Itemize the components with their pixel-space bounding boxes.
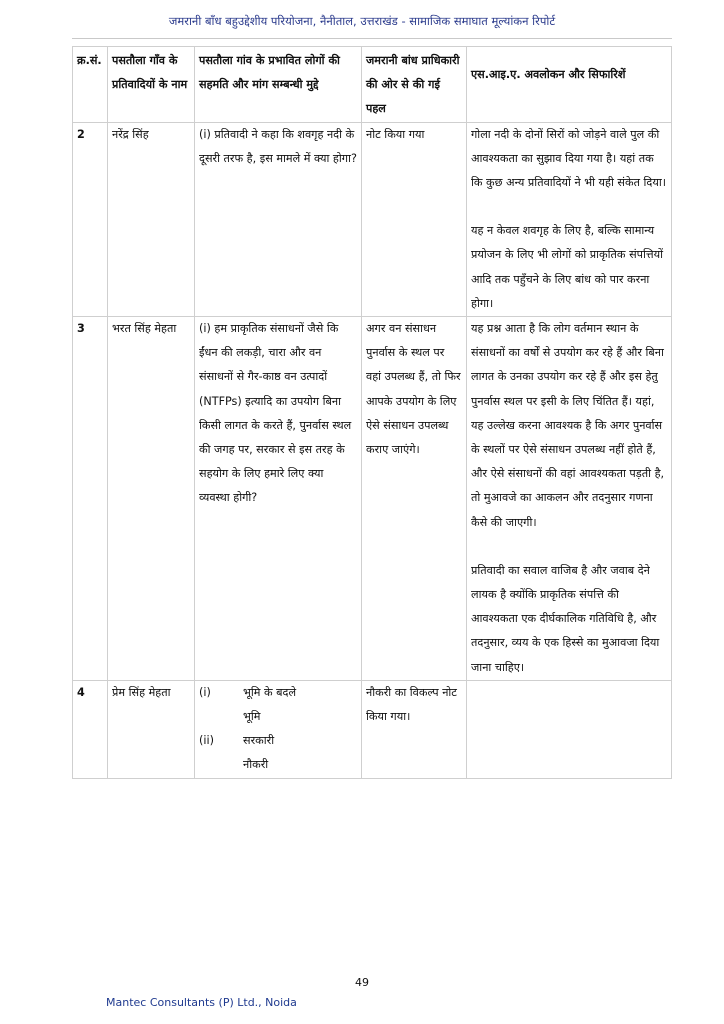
header-serial-number: क्र.सं.: [73, 47, 108, 123]
recommendation-cell: [467, 317, 672, 681]
header-sia-recommendation-label: एस.आइ.ए. अवलोकन और सिफारिशें: [471, 68, 626, 81]
header-divider: [72, 38, 672, 39]
recommendation-paragraph: गोला नदी के दोनों सिरों को जोड़ने वाले पुल की आवश्यकता का सुझाव दिया गया है। यहां तक कि कुछ अन्य प्रतिवादियों ने भी यही संकेत दिया।: [471, 127, 666, 190]
issue-text: (i) हम प्राकृतिक संसाधनों जैसे कि ईंधन की लकड़ी, चारा और वन संसाधनों से गैर-काष्ठ वन उत्पादों (NTFPs) इत्यादि का उपयोग बिना किसी लागत के करते हैं, पुनर्वास स्थल की जगह पर, सरकार से इस तरह के सहयोग के लिए हमारे लिए क्या व्यवस्था होगी?: [195, 317, 362, 681]
table-row: [73, 122, 672, 316]
issue-item-number: (i): [199, 685, 211, 699]
issue-item: [199, 729, 357, 777]
issue-item: [199, 681, 357, 729]
respondent-name: प्रेम सिंह मेहता: [108, 680, 195, 778]
serial-number: 2: [73, 122, 108, 316]
table-row: [73, 680, 672, 778]
initiative-text: नोट किया गया: [362, 122, 467, 316]
page-number: 49: [355, 976, 369, 989]
issue-list: [195, 680, 362, 778]
header-sia-recommendation: [467, 47, 672, 123]
issue-text: (i) प्रतिवादी ने कहा कि शवगृह नदी के दूसरी तरफ है, इस मामले में क्या होगा?: [195, 122, 362, 316]
paragraph-gap: [471, 195, 667, 219]
initiative-text: अगर वन संसाधन पुनर्वास के स्थल पर वहां उपलब्ध हैं, तो फिर आपके उपयोग के लिए ऐसे संसाधन उपलब्ध कराए जाएंगे।: [362, 317, 467, 681]
issue-item-number: (ii): [199, 734, 214, 748]
consultation-table: [72, 46, 672, 779]
header-issues: पसतौला गांव के प्रभावित लोगों की सहमति और मांग सम्बन्धी मुद्दे: [195, 47, 362, 123]
recommendation-paragraph: प्रतिवादी का सवाल वाजिब है और जवाब देने लायक है क्योंकि प्राकृतिक संपत्ति की आवश्यकता एक दीर्घकालिक गतिविधि है, और तदनुसार, व्यय के एक हिस्से का मुआवजा दिया जाना चाहिए।: [471, 563, 660, 674]
paragraph-gap: [471, 535, 667, 559]
respondent-name: भरत सिंह मेहता: [108, 317, 195, 681]
serial-number: 4: [73, 680, 108, 778]
serial-number: 3: [73, 317, 108, 681]
recommendation-cell: [467, 680, 672, 778]
header-authority-initiative: जमरानी बांध प्राधिकारी की ओर से की गई पहल: [362, 47, 467, 123]
initiative-text: नौकरी का विकल्प नोट किया गया।: [362, 680, 467, 778]
table-header-row: [73, 47, 672, 123]
page-header: जमरानी बाँध बहुउद्देशीय परियोजना, नैनीताल, उत्तराखंड - सामाजिक समाघात मूल्यांकन रिपोर्ट: [168, 14, 556, 28]
header-respondent-name: पसतौला गाँव के प्रतिवादियों के नाम: [108, 47, 195, 123]
respondent-name: नरेंद्र सिंह: [108, 122, 195, 316]
issue-item-text: भूमि के बदले भूमि: [243, 685, 297, 724]
table-row: [73, 317, 672, 681]
recommendation-paragraph: यह न केवल शवगृह के लिए है, बल्कि सामान्य प्रयोजन के लिए भी लोगों को प्राकृतिक संपत्तियों आदि तक पहुँचने के लिए बांध को पार करना होगा।: [471, 224, 664, 310]
footer-organization: Mantec Consultants (P) Ltd., Noida: [106, 996, 297, 1009]
issue-item-text: सरकारी नौकरी: [243, 734, 275, 772]
recommendation-paragraph: यह प्रश्न आता है कि लोग वर्तमान स्थान के संसाधनों का वर्षों से उपयोग कर रहे हैं और बिना लागत के उनका उपयोग कर रहे हैं और इस हेतु पुनर्वास स्थल पर इसी के लिए चिंतित हैं। यहां, यह उल्लेख करना आवश्यक है कि अगर पुनर्वास के स्थलों पर ऐसे संसाधन उपलब्ध नहीं होते हैं, और ऐसे संसाधनों की वहां आवश्यकता पड़ती है, तो मुआवजे का आकलन और तदनुसार गणना कैसे की जाएगी।: [471, 322, 665, 529]
recommendation-cell: [467, 122, 672, 316]
